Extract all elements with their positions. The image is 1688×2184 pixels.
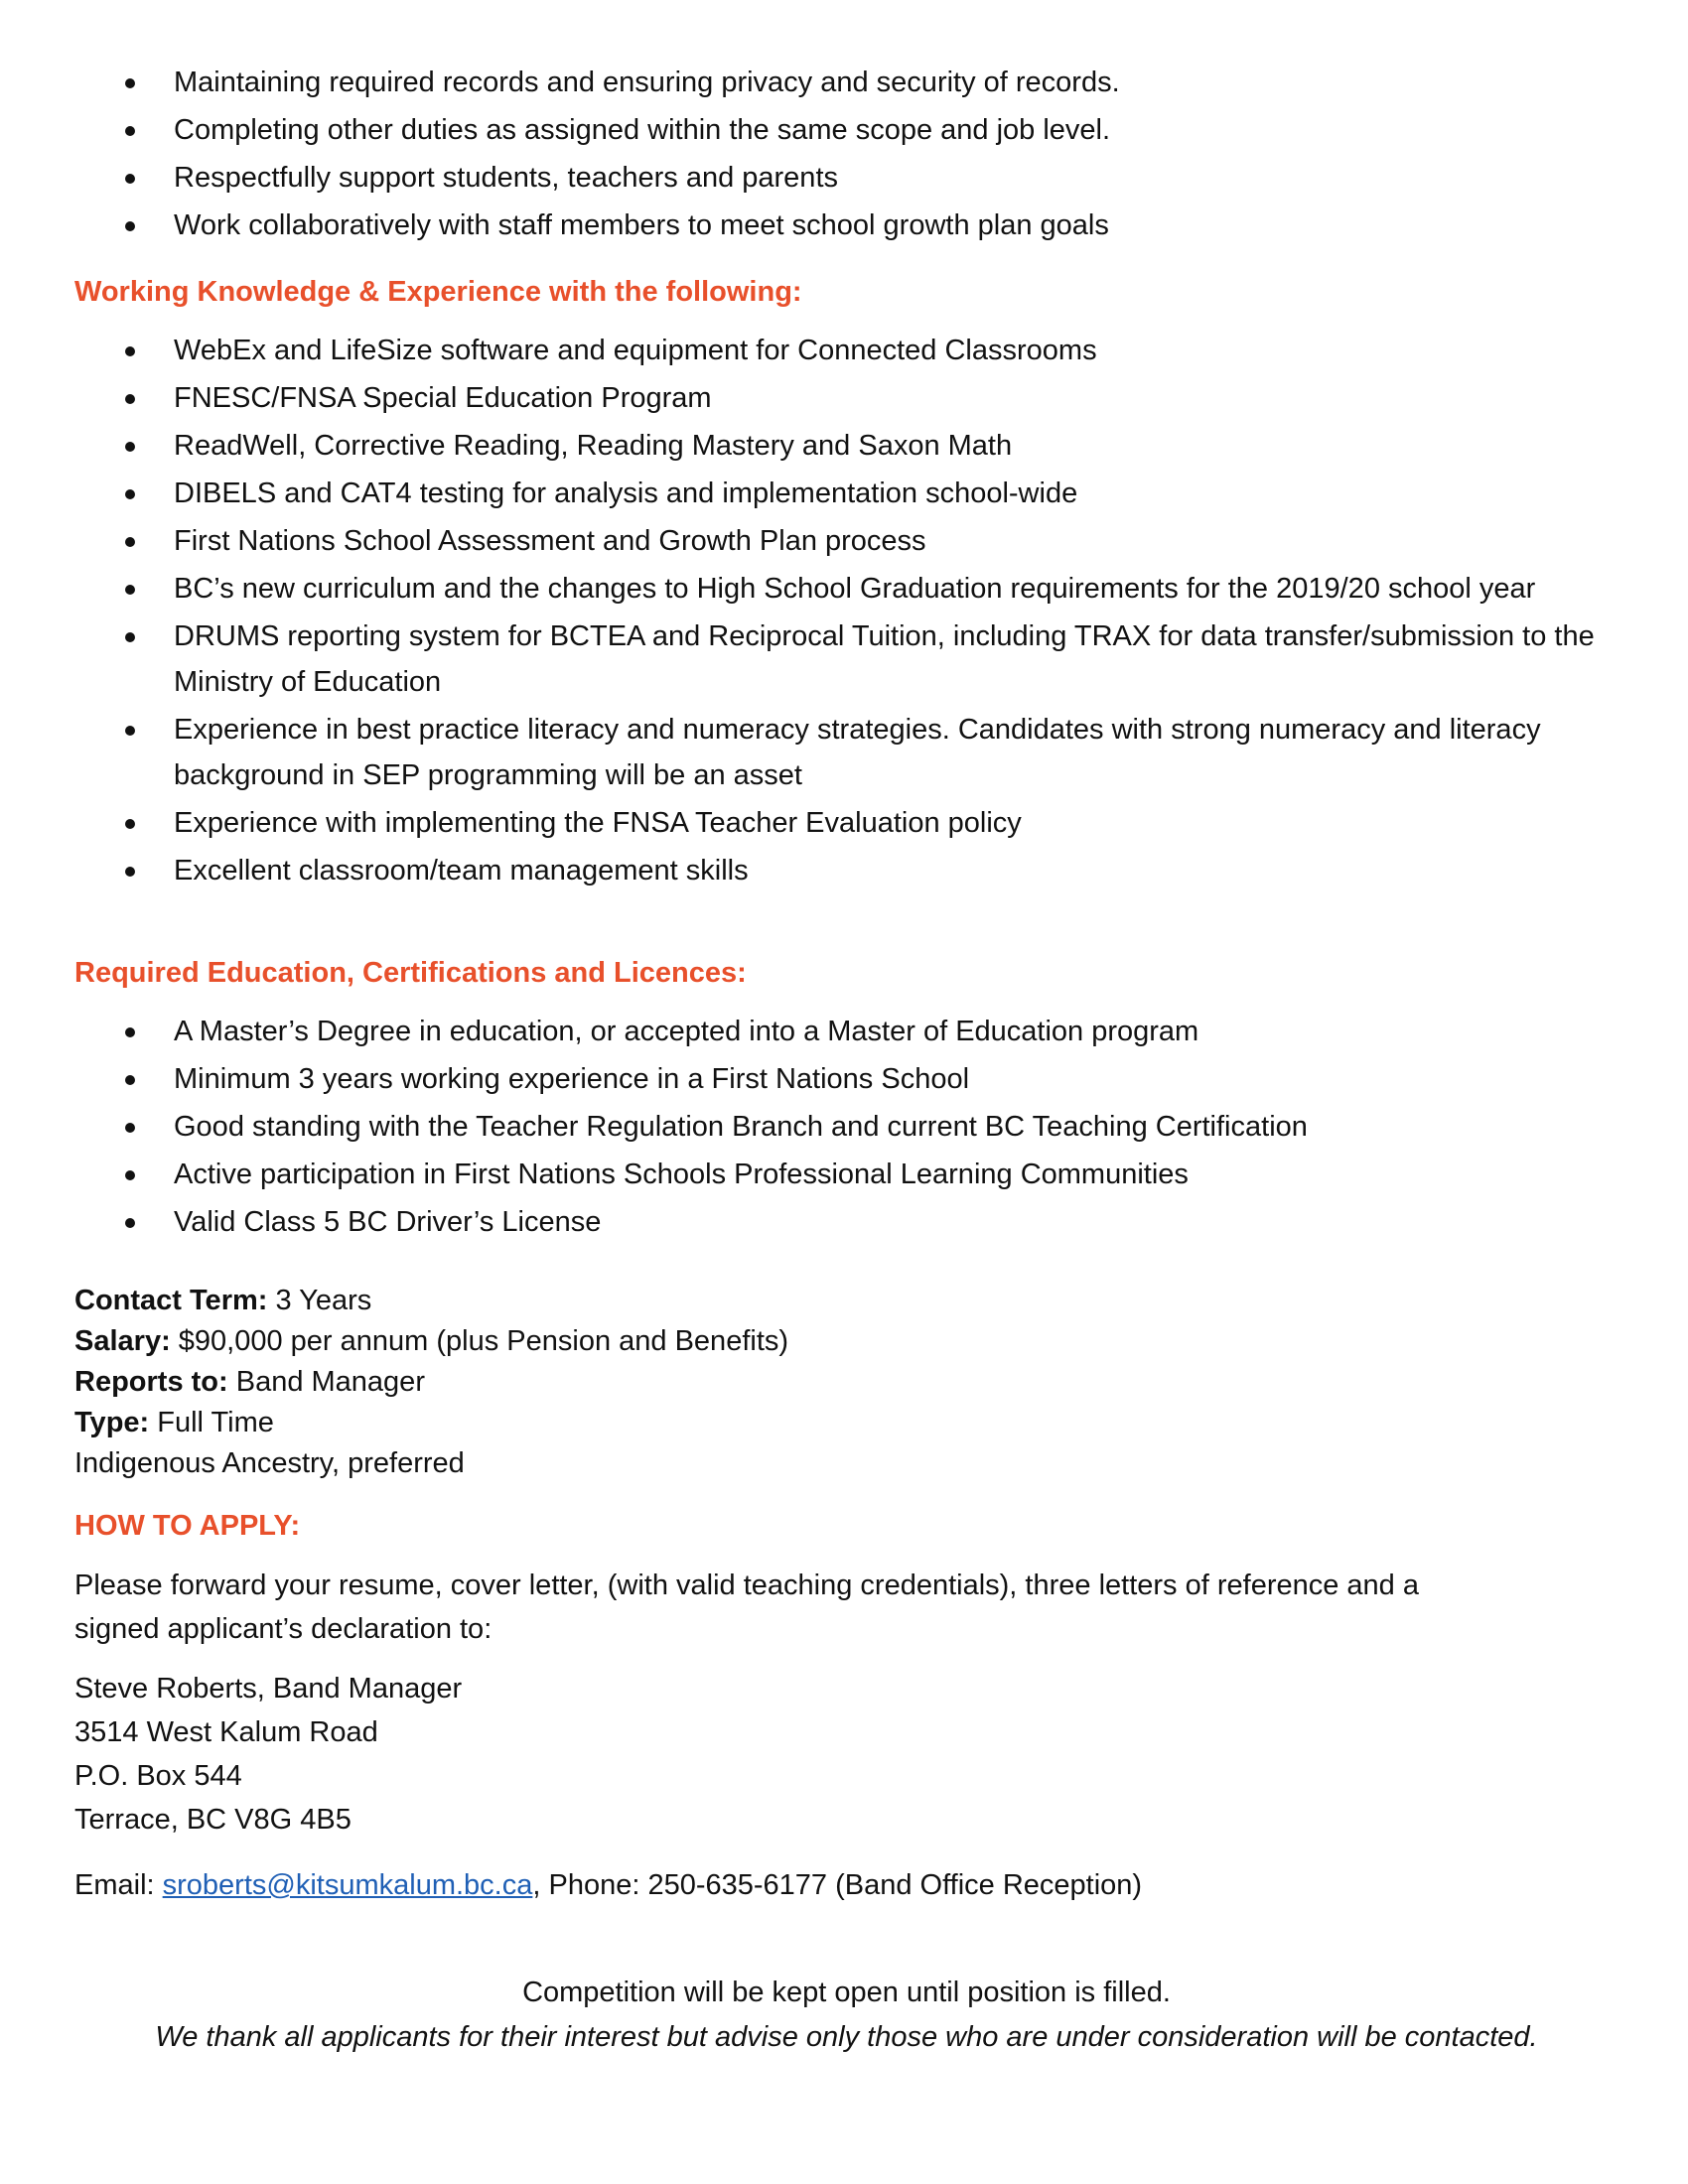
list-item: Active participation in First Nations Schools Professional Learning Communities — [74, 1152, 1618, 1197]
type-value: Full Time — [149, 1407, 274, 1438]
position-terms — [74, 1281, 1618, 1484]
list-item: Work collaboratively with staff members to meet school growth plan goals — [74, 203, 1618, 248]
contact-term-line — [74, 1281, 1618, 1321]
mailing-address — [74, 1667, 1618, 1842]
type-label: Type: — [74, 1407, 150, 1438]
list-item: BC’s new curriculum and the changes to High School Graduation requirements for the 2019/20 school year — [74, 566, 1618, 612]
apply-instructions-line: Please forward your resume, cover letter, (with valid teaching credentials), three letters of reference and a — [74, 1570, 1419, 1601]
list-item: A Master’s Degree in education, or accepted into a Master of Education program — [74, 1009, 1618, 1054]
address-line: P.O. Box 544 — [74, 1760, 242, 1792]
list-item: Maintaining required records and ensuring privacy and security of records. — [74, 60, 1618, 105]
footer-notice: Competition will be kept open until position is filled. — [522, 1977, 1171, 2008]
email-label: Email: — [74, 1869, 163, 1901]
ancestry-line: Indigenous Ancestry, preferred — [74, 1447, 465, 1479]
list-item: First Nations School Assessment and Growth Plan process — [74, 518, 1618, 564]
how-to-apply-heading: HOW TO APPLY: — [74, 1510, 301, 1542]
salary-label: Salary: — [74, 1325, 171, 1357]
apply-instructions-line: signed applicant’s declaration to: — [74, 1613, 492, 1645]
address-line: Terrace, BC V8G 4B5 — [74, 1804, 352, 1836]
reports-to-line — [74, 1362, 1618, 1403]
address-line: Steve Roberts, Band Manager — [74, 1673, 463, 1705]
list-item: Completing other duties as assigned within the same scope and job level. — [74, 107, 1618, 153]
email-link[interactable]: sroberts@kitsumkalum.bc.ca — [162, 1869, 533, 1901]
list-item: Experience with implementing the FNSA Teacher Evaluation policy — [74, 800, 1618, 846]
list-item: DIBELS and CAT4 testing for analysis and implementation school-wide — [74, 471, 1618, 516]
list-item: Valid Class 5 BC Driver’s License — [74, 1199, 1618, 1245]
contact-term-value: 3 Years — [267, 1285, 372, 1316]
address-line: 3514 West Kalum Road — [74, 1716, 378, 1748]
contact-line — [74, 1863, 1618, 1907]
knowledge-list — [74, 328, 1618, 893]
phone-text: , Phone: 250-635-6177 (Band Office Reception) — [532, 1869, 1143, 1901]
salary-value: $90,000 per annum (plus Pension and Benefits) — [170, 1325, 789, 1357]
education-heading: Required Education, Certifications and Licences: — [74, 957, 747, 989]
type-line — [74, 1403, 1618, 1443]
knowledge-heading: Working Knowledge & Experience with the following: — [74, 276, 802, 308]
list-item: WebEx and LifeSize software and equipment for Connected Classrooms — [74, 328, 1618, 373]
duties-list — [74, 60, 1618, 248]
list-item: FNESC/FNSA Special Education Program — [74, 375, 1618, 421]
reports-to-value: Band Manager — [227, 1366, 425, 1398]
salary-line — [74, 1321, 1618, 1362]
list-item: DRUMS reporting system for BCTEA and Reciprocal Tuition, including TRAX for data transfer/submission to the Ministry of Education — [74, 614, 1618, 705]
list-item: Good standing with the Teacher Regulation Branch and current BC Teaching Certification — [74, 1104, 1618, 1150]
apply-instructions — [74, 1564, 1618, 1651]
list-item: Respectfully support students, teachers and parents — [74, 155, 1618, 201]
footer — [74, 1971, 1618, 2060]
footer-disclaimer: We thank all applicants for their interest but advise only those who are under consideration will be contacted. — [155, 2021, 1538, 2053]
list-item: ReadWell, Corrective Reading, Reading Mastery and Saxon Math — [74, 423, 1618, 469]
reports-to-label: Reports to: — [74, 1366, 228, 1398]
list-item: Experience in best practice literacy and numeracy strategies. Candidates with strong numeracy and literacy background in SEP programming will be an asset — [74, 707, 1618, 798]
list-item: Minimum 3 years working experience in a First Nations School — [74, 1056, 1618, 1102]
contact-term-label: Contact Term: — [74, 1285, 268, 1316]
education-list — [74, 1009, 1618, 1245]
list-item: Excellent classroom/team management skills — [74, 848, 1618, 893]
